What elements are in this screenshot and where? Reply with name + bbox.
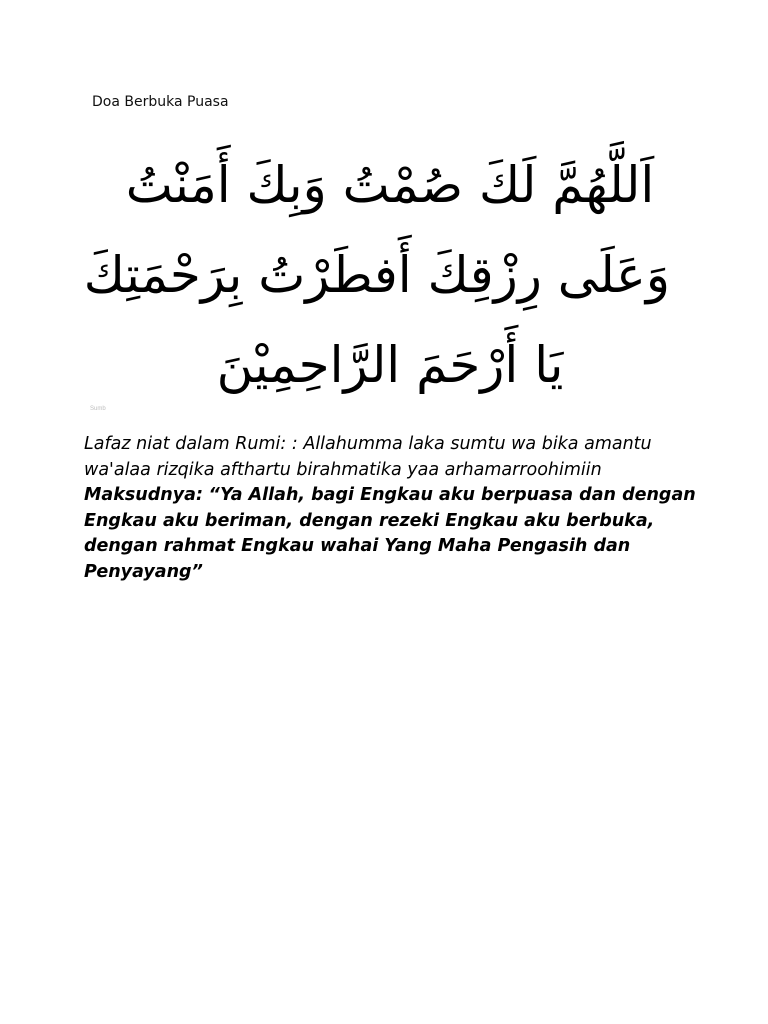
rumi-label: Lafaz niat dalam Rumi: :: [84, 434, 298, 454]
arabic-line-2: وَعَلَى رِزْقِكَ أَفطَرْتُ بِرَحْمَتِكَ: [83, 246, 670, 304]
meaning-paragraph: [84, 483, 724, 585]
transliteration-section: [84, 432, 724, 585]
arabic-line-1: اَللَّهُمَّ لَكَ صُمْتُ وَبِكَ أَمَنْتُ: [125, 156, 655, 214]
image-caption: Sumb: [90, 406, 106, 412]
meaning-text: “Ya Allah, bagi Engkau aku berpuasa dan dengan Engkau aku beriman, dengan rezeki Engkau aku berbuka, dengan rahmat Engkau wahai Yang Maha Pengasih dan Penyayang”: [84, 485, 696, 582]
document-title: Doa Berbuka Puasa: [92, 94, 229, 110]
arabic-line-3: يَا أَرْحَمَ الرَّاحِمِيْنَ: [216, 336, 564, 394]
rumi-text: Allahumma laka sumtu wa bika amantu wa'alaa rizqika afthartu birahmatika yaa arhamarroohimiin: [84, 434, 652, 480]
meaning-label: Maksudnya:: [84, 485, 203, 505]
rumi-paragraph: [84, 432, 724, 483]
